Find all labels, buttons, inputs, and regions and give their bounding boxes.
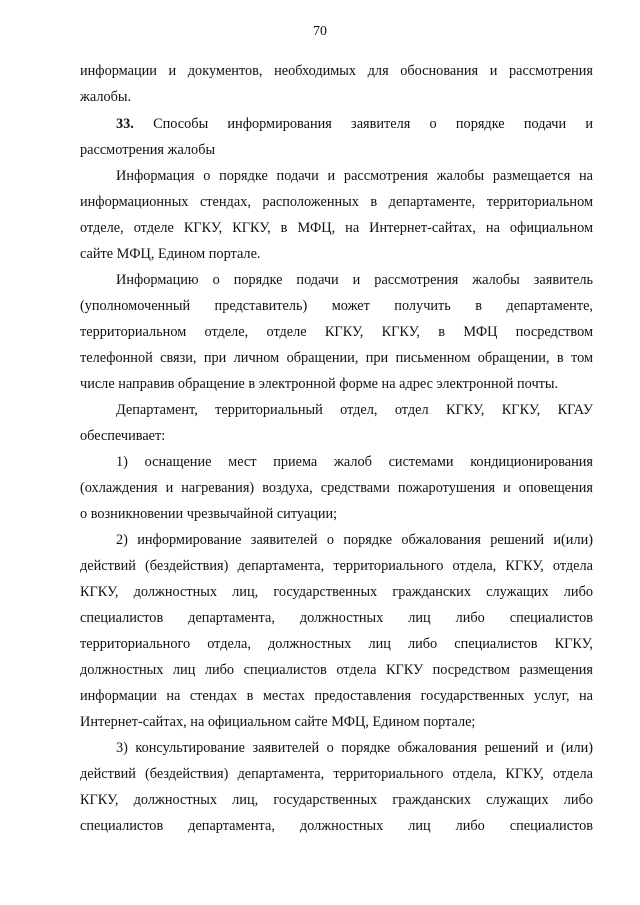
- text-line: КГКУ, должностных лиц, государственных гражданских служащих либо: [80, 792, 593, 808]
- text-line: Департамент, территориальный отдел, отдел КГКУ, КГКУ, КГАУ: [116, 402, 593, 418]
- list-item-2: 2) информирование заявителей о порядке обжалования решений и(или): [116, 532, 593, 548]
- text-line: действий (бездействия) департамента, территориального отдела, КГКУ, отдела: [80, 766, 593, 782]
- text-line: рассмотрения жалобы: [80, 142, 216, 158]
- text-line: о возникновении чрезвычайной ситуации;: [80, 506, 338, 522]
- text-line: обеспечивает:: [80, 428, 166, 444]
- text-line: (охлаждения и нагревания) воздуха, средствами пожаротушения и оповещения: [80, 480, 593, 496]
- text-line: Интернет-сайтах, на официальном сайте МФЦ, Едином портале;: [80, 714, 476, 730]
- page-number: 70: [313, 24, 327, 39]
- text-line: отделе, отделе КГКУ, КГКУ, в МФЦ, на Интернет-сайтах, на официальном: [80, 220, 593, 236]
- text-line: информации на стендах в местах предоставления государственных услуг, на: [80, 688, 593, 704]
- text-line: КГКУ, должностных лиц, государственных гражданских служащих либо: [80, 584, 593, 600]
- section-title: Способы информирования заявителя о порядке подачи и: [153, 116, 594, 132]
- section-heading: [116, 114, 593, 134]
- text-line: специалистов департамента, должностных лиц либо специалистов: [80, 818, 593, 834]
- text-line: информационных стендах, расположенных в департаменте, территориальном: [80, 194, 593, 210]
- text-line: территориальном отделе, отделе КГКУ, КГКУ, в МФЦ посредством: [80, 324, 593, 340]
- text-line: сайте МФЦ, Едином портале.: [80, 246, 261, 262]
- text-line: территориального отдела, должностных лиц либо специалистов КГКУ,: [80, 636, 593, 652]
- text-line: телефонной связи, при личном обращении, при письменном обращении, в том: [80, 350, 593, 366]
- text-line: должностных лиц либо специалистов отдела КГКУ посредством размещения: [80, 662, 593, 678]
- list-item-1: 1) оснащение мест приема жалоб системами кондиционирования: [116, 454, 593, 470]
- text-line: жалобы.: [80, 89, 132, 105]
- list-item-3: 3) консультирование заявителей о порядке обжалования решений и (или): [116, 740, 593, 756]
- text-line: числе направив обращение в электронной форме на адрес электронной почты.: [80, 376, 559, 392]
- text-line: специалистов департамента, должностных лиц либо специалистов: [80, 610, 593, 626]
- text-line: действий (бездействия) департамента, территориального отдела, КГКУ, отдела: [80, 558, 593, 574]
- text-line: информации и документов, необходимых для обоснования и рассмотрения: [80, 63, 593, 79]
- section-number: 33.: [116, 116, 134, 132]
- text-line: (уполномоченный представитель) может получить в департаменте,: [80, 298, 593, 314]
- text-line: Информацию о порядке подачи и рассмотрения жалобы заявитель: [116, 272, 593, 288]
- text-line: Информация о порядке подачи и рассмотрения жалобы размещается на: [116, 168, 593, 184]
